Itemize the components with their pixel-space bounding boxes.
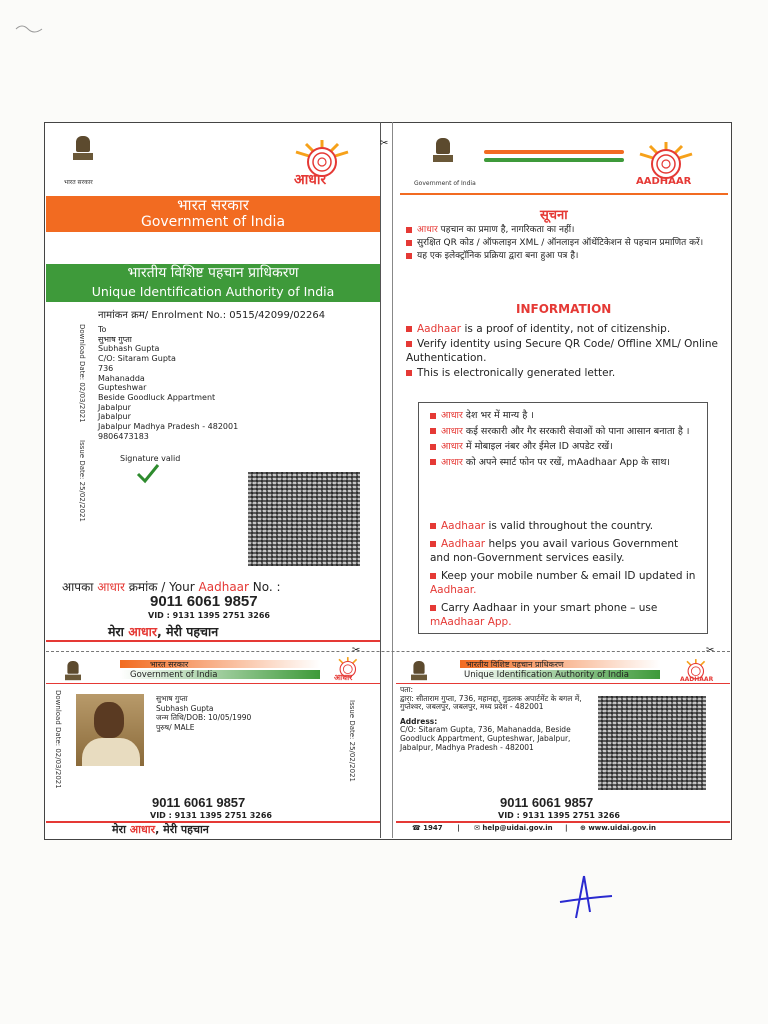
box-en-item	[430, 519, 700, 533]
box-en-item	[430, 569, 700, 597]
header-rule	[396, 683, 730, 684]
aadhaar-logo-text: AADHAAR	[680, 676, 714, 683]
scissors-icon: ✂	[706, 645, 715, 656]
holder-details	[156, 694, 251, 732]
contact-footer: ☎ 1947 | ✉ help@uidai.gov.in | ⊕ www.uidai.gov.in	[412, 824, 656, 832]
email: help@uidai.gov.in	[482, 824, 553, 832]
national-emblem-icon	[409, 661, 430, 685]
qr-code	[598, 696, 706, 790]
highlight: आधार	[441, 456, 463, 468]
en-info-item	[406, 366, 724, 381]
pata-label: पता:	[400, 685, 414, 694]
uida-en: Unique Identification Authority of India	[464, 670, 629, 680]
box-hi-item	[430, 410, 700, 423]
text: में मोबाइल नंबर और ईमेल ID अपडेट रखें।	[462, 441, 613, 452]
box-hi-item	[430, 441, 700, 454]
motto-part: , मेरी पहचान	[157, 624, 219, 639]
cut-line	[46, 651, 730, 652]
tricolor-stripe	[484, 158, 624, 162]
name-hindi: सुभाष गुप्ता	[98, 334, 132, 344]
hi-info-list	[406, 224, 724, 263]
gov-en: Government of India	[130, 670, 218, 680]
holder-photo	[76, 694, 144, 766]
gov-band	[46, 196, 380, 232]
download-date: Download Date: 02/03/2021	[78, 324, 86, 423]
center-fold-line	[380, 122, 381, 838]
highlight: Aadhaar	[441, 538, 486, 550]
emblem-caption: भारत सरकार	[64, 179, 93, 186]
motto-part: आधार	[129, 823, 156, 836]
highlight: mAadhaar App.	[430, 616, 512, 628]
scissors-icon: ✂	[380, 138, 389, 149]
motto-part: , मेरी पहचान	[155, 823, 209, 836]
text: This is electronically generated letter.	[417, 366, 616, 379]
box-en-item	[430, 537, 700, 565]
highlight: Aadhaar	[417, 323, 462, 335]
address-english: C/O: Sitaram Gupta, 736, Mahanadda, Beside Goodluck Appartment, Gupteshwar, Jabalpur, Jabalpur, Madhya Pradesh - 482001	[400, 725, 571, 752]
box-en-item	[430, 601, 700, 629]
red-rule	[46, 640, 380, 642]
information-heading: INFORMATION	[516, 302, 612, 316]
vid: VID : 9131 1395 2751 3266	[150, 811, 272, 820]
address-section	[400, 686, 592, 752]
red-rule	[396, 821, 730, 823]
text: is a proof of identity, not of citizenship.	[461, 323, 671, 335]
signature-valid: Signature valid	[120, 454, 181, 463]
text: Carry Aadhaar in your smart phone – use	[441, 602, 658, 614]
enrolment-number: नामांकन क्रम/ Enrolment No.: 0515/42099/02264	[98, 310, 326, 321]
mobile-number: 9806473183	[98, 431, 149, 441]
aadhaar-logo-text: आधार	[334, 673, 353, 682]
aadhaar-logo-text: AADHAAR	[636, 176, 692, 187]
issue-date: Issue Date: 25/02/2021	[348, 700, 356, 782]
motto	[112, 822, 209, 837]
motto-part: आधार	[128, 624, 158, 639]
address-line: Gupteshwar	[98, 383, 147, 393]
aadhaar-number: 9011 6061 9857	[150, 593, 258, 610]
text: को अपने स्मार्ट फोन पर रखें, mAadhaar App के साथ।	[462, 456, 671, 468]
box-hi-item	[430, 457, 700, 470]
qr-code	[248, 472, 360, 566]
address-line: Subhash Gupta	[98, 344, 160, 354]
motto	[108, 623, 218, 640]
en-info-list	[406, 322, 724, 380]
highlight: Aadhaar.	[430, 584, 477, 596]
text: Keep your mobile number & email ID updated in	[441, 570, 696, 582]
text: Verify identity using Secure QR Code/ Offline XML/ Online Authentication.	[406, 337, 718, 364]
address-block	[98, 325, 238, 441]
issue-date: Issue Date: 25/02/2021	[78, 440, 86, 522]
label-part: आधार	[97, 580, 125, 594]
aadhaar-number: 9011 6061 9857	[500, 795, 594, 810]
text: helps you avail various Government and non-Government services easily.	[430, 538, 679, 564]
label-part: No. :	[248, 580, 281, 594]
uida-hi: भारतीय विशिष्ट पहचान प्राधिकरण	[127, 265, 299, 281]
vid: VID : 9131 1395 2751 3266	[148, 611, 270, 620]
handwritten-signature	[556, 872, 616, 926]
box-hi-list	[430, 410, 700, 469]
highlight: आधार	[441, 441, 463, 452]
hi-info-item	[406, 250, 724, 263]
hi-info-item	[406, 224, 724, 237]
website: www.uidai.gov.in	[588, 824, 656, 832]
aadhaar-logo-icon	[630, 140, 702, 180]
corner-scribble	[14, 20, 54, 34]
uida-band	[46, 264, 380, 302]
national-emblem-icon	[70, 136, 96, 166]
en-info-item	[406, 337, 724, 366]
aadhaar-logo-text: आधार	[294, 172, 327, 188]
email-icon: ✉	[474, 824, 480, 832]
header-rule	[46, 683, 380, 684]
phone-number: 1947	[423, 824, 443, 832]
address-line: 736	[98, 363, 114, 373]
checkmark-icon	[136, 462, 160, 488]
text: पहचान का प्रमाण है, नागरिकता का नहीं।	[437, 225, 575, 235]
uida-en: Unique Identification Authority of India	[91, 284, 335, 299]
dob: जन्म तिथि/DOB: 10/05/1990	[156, 713, 252, 722]
address-line: Mahanadda	[98, 373, 145, 383]
address-label: Address:	[400, 716, 438, 726]
center-fold-line-2	[392, 122, 393, 838]
motto-part: मेरा	[108, 624, 129, 639]
en-info-item	[406, 322, 724, 337]
national-emblem-icon	[430, 138, 456, 168]
box-hi-item	[430, 426, 700, 439]
logo-rule	[400, 193, 728, 195]
motto-part: मेरा	[112, 823, 130, 836]
address-line: Jabalpur	[98, 412, 131, 422]
text: यह एक इलेक्ट्रॉनिक प्रक्रिया द्वारा बना हुआ पत्र है।	[417, 251, 579, 261]
to-label: To	[98, 325, 107, 334]
text: देश भर में मान्य है ।	[462, 410, 534, 421]
text: is valid throughout the country.	[485, 520, 654, 532]
address-line: Jabalpur Madhya Pradesh - 482001	[98, 422, 239, 432]
address-line: Beside Goodluck Appartment	[98, 392, 216, 402]
highlight: आधार	[441, 410, 463, 421]
label-part: आपका	[62, 580, 98, 594]
gov-hi: भारत सरकार	[177, 196, 249, 214]
white-band	[46, 232, 380, 262]
red-rule	[46, 821, 380, 823]
gov-en: Government of India	[140, 214, 286, 230]
box-en-list	[430, 519, 700, 629]
highlight: Aadhaar	[441, 520, 486, 532]
address-hindi: द्वारा: सीताराम गुप्ता, 736, महानद्दा, गुडलक अपार्टमेंट के बगल में, गुप्तेश्वर, जबलपुर, जबलपुर, मध्य प्रदेश - 482001	[400, 693, 582, 712]
address-line: Jabalpur	[98, 402, 131, 412]
gov-hi: भारत सरकार	[150, 660, 189, 669]
tricolor-stripe	[484, 150, 624, 154]
suchna-heading: सूचना	[540, 208, 568, 223]
aadhaar-number: 9011 6061 9857	[152, 795, 246, 810]
label-part: क्रमांक / Your	[124, 580, 199, 594]
scissors-icon: ✂	[352, 645, 361, 656]
label-part: Aadhaar	[198, 580, 249, 594]
address-line: C/O: Sitaram Gupta	[98, 354, 176, 364]
gender: पुरुष/ MALE	[156, 722, 195, 732]
highlight: आधार	[441, 425, 463, 437]
vid: VID : 9131 1395 2751 3266	[498, 811, 620, 820]
emblem-caption: Government of India	[414, 180, 476, 187]
text: सुरक्षित QR कोड / ऑफलाइन XML / ऑनलाइन ऑथेंटिकेशन से पहचान प्रमाणित करें।	[417, 238, 704, 248]
uida-hi: भारतीय विशिष्ट पहचान प्राधिकरण	[466, 660, 564, 669]
download-date: Download Date: 02/03/2021	[54, 690, 62, 789]
text: कई सरकारी और गैर सरकारी सेवाओं को पाना आसान बनाता है ।	[462, 425, 690, 437]
name-hindi: सुभाष गुप्ता	[156, 694, 188, 703]
highlight: आधार	[417, 225, 438, 235]
national-emblem-icon	[63, 661, 84, 685]
name-english: Subhash Gupta	[156, 703, 214, 713]
phone-icon: ☎	[412, 824, 421, 832]
hi-info-item	[406, 237, 724, 250]
globe-icon: ⊕	[580, 824, 586, 832]
